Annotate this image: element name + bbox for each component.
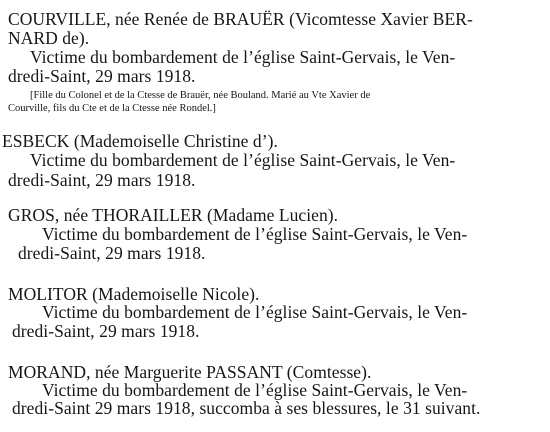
entry-body-line: dredi-Saint, 29 mars 1918. xyxy=(18,243,206,263)
entry-heading-line: MOLITOR (Mademoiselle Nicole). xyxy=(8,284,260,304)
entry-note-line: [Fille du Colonel et de la Ctesse de Brauër, née Bouland. Marié au Vte Xavier de xyxy=(30,90,371,101)
entry-body-line: Victime du bombardement de l’église Saint-Gervais, le Ven- xyxy=(30,47,456,67)
entry-note-line: Courville, fils du Cte et de la Ctesse née Rondel.] xyxy=(8,103,216,114)
entry-heading-line: NARD de). xyxy=(8,28,90,48)
entry-body-line: dredi-Saint, 29 mars 1918. xyxy=(12,321,200,341)
entry-body-line: dredi-Saint, 29 mars 1918. xyxy=(8,66,196,86)
entry-body-line: Victime du bombardement de l’église Saint-Gervais, le Ven- xyxy=(42,380,468,400)
entry-body-line: dredi-Saint, 29 mars 1918. xyxy=(8,170,196,190)
entry-body-line: dredi-Saint 29 mars 1918, succomba à ses blessures, le 31 suivant. xyxy=(12,398,481,418)
entry-body-line: Victime du bombardement de l’église Saint-Gervais, le Ven- xyxy=(42,224,468,244)
entry-heading-line: ESBECK (Mademoiselle Christine d’). xyxy=(2,131,278,151)
entry-body-line: Victime du bombardement de l’église Saint-Gervais, le Ven- xyxy=(42,302,468,322)
entry-heading-line: GROS, née THORAILLER (Madame Lucien). xyxy=(8,205,339,225)
entry-heading-line: COURVILLE, née Renée de BRAUËR (Vicomtesse Xavier BER- xyxy=(8,9,473,29)
entry-heading-line: MORAND, née Marguerite PASSANT (Comtesse). xyxy=(8,362,372,382)
entry-body-line: Victime du bombardement de l’église Saint-Gervais, le Ven- xyxy=(30,150,456,170)
